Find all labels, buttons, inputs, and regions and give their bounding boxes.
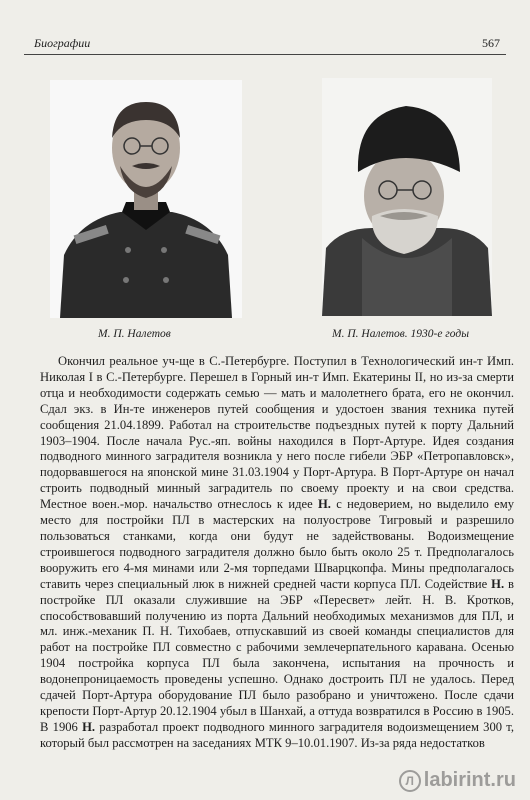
watermark xyxy=(399,769,516,792)
text-run: разработал проект подводного минного заградителя водоизмещением 300 т, который был рассмотрен на заседаниях МТК 9–10.01.1907. Из-за ряда недостатков xyxy=(40,719,514,750)
portrait-photo-1 xyxy=(50,80,242,318)
section-title: Биографии xyxy=(34,36,91,50)
running-header xyxy=(24,34,506,55)
name-abbrev: Н. xyxy=(82,719,96,734)
figure-caption-2: М. П. Налетов. 1930-е годы xyxy=(332,328,469,340)
text-run: Окончил реальное уч-ще в С.-Петербурге. Поступил в Технологический ин-т Имп. Николая I в С.-Петербурге. Перешел в Горный ин-т Имп. Екатерины II, но из-за смерти отца и необходимости содержать семью — мать и малолетнего брата, его не окончил. Сдал экз. в Ин-те инженеров путей сообщения и удостоен звания техника путей сообщения 21.04.1899. Работал на строительстве подъездных путей к порту Дальний 1903–1904. После начала Рус.-яп. войны находился в Порт-Артуре. Идея создания подводного минного заградителя возникла у него после гибели ЭБР «Петропавловск», подорвавшегося на японской мине 31.03.1904 у Порт-Артура. В Порт-Артуре он начал строить подводный минный заградитель по своему проекту и на свои средства. Местное воен.-мор. начальство отнеслось к идее xyxy=(40,354,514,512)
text-run: в постройке ПЛ оказали служившие на ЭБР «Пересвет» лейт. Н. В. Кротков, способствовавший получению из порта Дальний необходимых механизмов для ПЛ, и мл. инж.-механик П. Н. Тихобаев, отпускавший из своей команды специалистов для работ на постройке ПЛ совместно с рабочими землечерпательного каравана. Осенью 1904 постройка корпуса ПЛ была закончена, испытания на прочность и водонепроницаемость проведены успешно. Однако достроить ПЛ не удалось. Перед сдачей Порт-Артура оборудование ПЛ было разобрано и уничтожено. После сдачи крепости Порт-Артур 20.12.1904 убыл в Шанхай, а оттуда возвратился в Россию в 1905. В 1906 xyxy=(40,576,514,734)
name-abbrev: Н. xyxy=(491,576,505,591)
biography-paragraph xyxy=(40,354,514,752)
portrait-old-man-icon xyxy=(322,78,492,316)
portrait-young-man-icon xyxy=(50,80,242,318)
page-number: 567 xyxy=(482,36,500,50)
name-abbrev: Н. xyxy=(317,497,331,512)
biography-text xyxy=(40,354,514,752)
text-run: с недоверием, но выделило ему место для постройки ПЛ в мастерских на полуострове Тигровый и разрешило пользоваться станками, когда они будут не задействованы. Водоизмещение строившегося подводного заградителя должно было быть около 25 т. Предполагалось вооружить его 4-мя минами или 2-мя торпедами Шварцкопфа. Мины предполагалось ставить через специальный люк в нижней средней части корпуса ПЛ. Содействие xyxy=(40,497,514,591)
figure-caption-1: М. П. Налетов xyxy=(98,328,171,340)
watermark-text: labirint.ru xyxy=(423,769,516,791)
portrait-photo-2 xyxy=(322,78,492,316)
labirint-logo-icon: Л xyxy=(399,770,421,792)
